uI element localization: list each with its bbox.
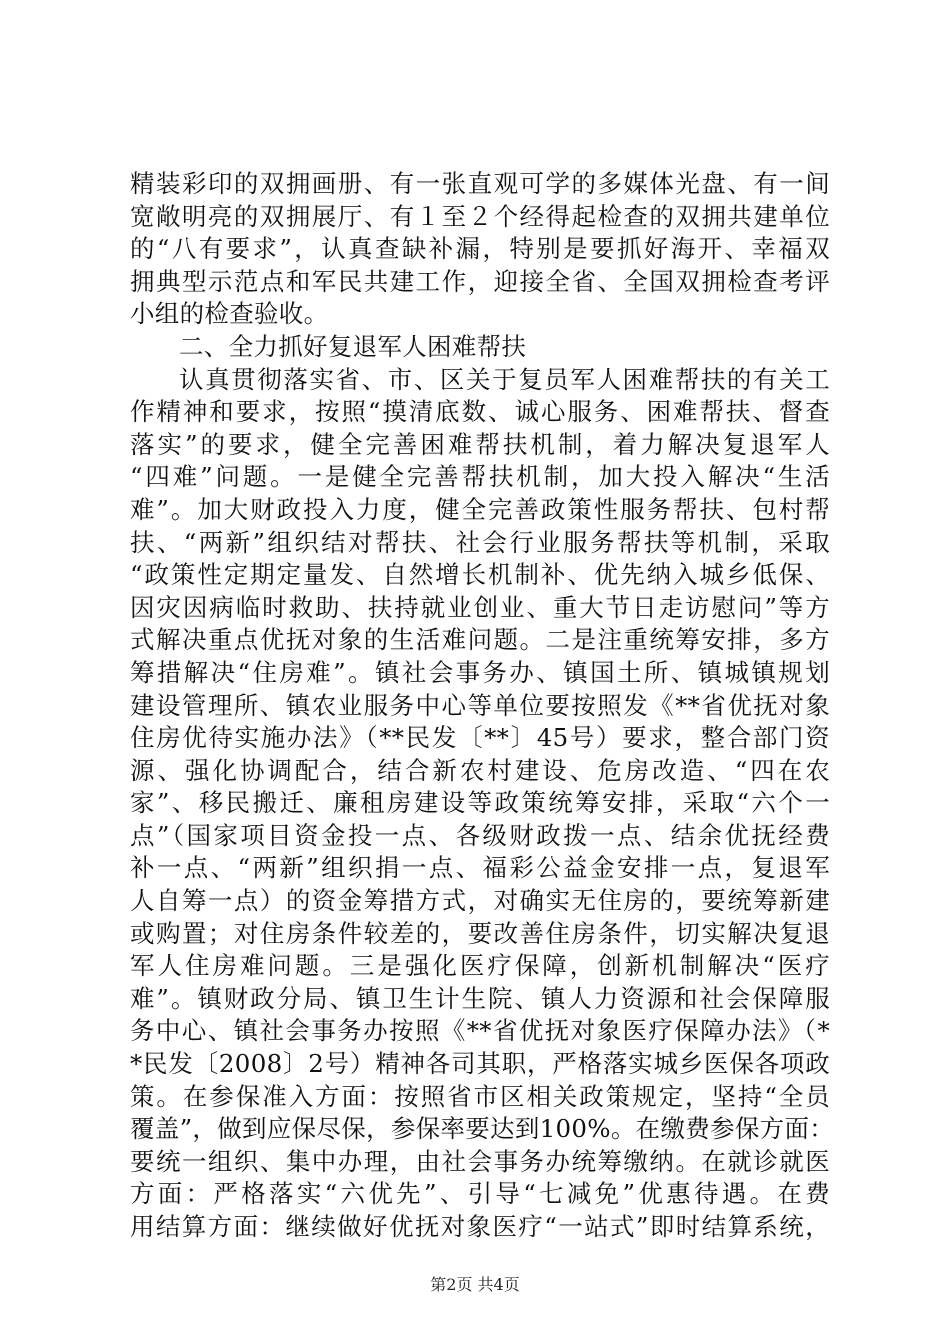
text-line: “四难”问题。一是健全完善帮扶机制，加大投入解决“生活 [130, 462, 830, 492]
text-line: 筹措解决“住房难”。镇社会事务办、镇国土所、镇城镇规划 [130, 657, 830, 687]
text-line: 军人住房难问题。三是强化医疗保障，创新机制解决“医疗 [130, 951, 830, 981]
text-line: 落实”的要求，健全完善困难帮扶机制，着力解决复退军人 [130, 429, 830, 459]
text-line: 人自筹一点）的资金筹措方式，对确实无住房的，要统筹新建 [130, 886, 830, 916]
text-line: 认真贯彻落实省、市、区关于复员军人困难帮扶的有关工 [179, 364, 830, 394]
page-footer: 第2页 共4页 [430, 1275, 520, 1294]
text-line: 精装彩印的双拥画册、有一张直观可学的多媒体光盘、有一间 [130, 169, 830, 198]
text-line: 宽敞明亮的双拥展厅、有１至２个经得起检查的双拥共建单位 [130, 201, 830, 231]
section-heading: 二、全力抓好复退军人困难帮扶 [179, 331, 527, 361]
text-line: 小组的检查验收。 [130, 299, 329, 329]
text-line: 因灾因病临时救助、扶持就业创业、重大节日走访慰问”等方 [130, 592, 830, 622]
document-body [130, 168, 835, 1244]
text-line: 家”、移民搬迁、廉租房建设等政策统筹安排，采取“六个一 [130, 788, 830, 818]
text-line: 要统一组织、集中办理，由社会事务办统筹缴纳。在就诊就医 [130, 1146, 830, 1176]
text-line: 拥典型示范点和军民共建工作，迎接全省、全国双拥检查考评 [130, 266, 830, 296]
text-line: 覆盖”，做到应保尽保，参保率要达到100%。在缴费参保方面： [130, 1114, 835, 1144]
text-line: 源、强化协调配合，结合新农村建设、危房改造、“四在农 [130, 755, 830, 785]
text-line: 用结算方面：继续做好优抚对象医疗“一站式”即时结算系统， [130, 1212, 830, 1241]
text-line: *民发〔2008〕2号）精神各司其职，严格落实城乡医保各项政 [130, 1049, 830, 1079]
text-line: 难”。镇财政分局、镇卫生计生院、镇人力资源和社会保障服 [130, 983, 830, 1013]
text-line: 式解决重点优抚对象的生活难问题。二是注重统筹安排，多方 [130, 625, 830, 655]
text-line: 难”。加大财政投入力度，健全完善政策性服务帮扶、包村帮 [130, 494, 830, 524]
text-line: 的“八有要求”，认真查缺补漏，特别是要抓好海开、幸福双 [130, 234, 830, 264]
text-line: 策。在参保准入方面：按照省市区相关政策规定，坚持“全员 [130, 1081, 830, 1111]
text-line: 扶、“两新”组织结对帮扶、社会行业服务帮扶等机制，采取 [130, 527, 830, 557]
text-line: 务中心、镇社会事务办按照《**省优抚对象医疗保障办法》（* [130, 1016, 830, 1046]
text-line: 或购置；对住房条件较差的，要改善住房条件，切实解决复退 [130, 918, 830, 948]
text-line: 建设管理所、镇农业服务中心等单位要按照发《**省优抚对象 [130, 690, 830, 720]
text-line: 补一点、“两新”组织捐一点、福彩公益金安排一点，复退军 [130, 853, 830, 883]
text-line: 点”（国家项目资金投一点、各级财政拨一点、结余优抚经费 [130, 820, 830, 850]
text-line: 作精神和要求，按照“摸清底数、诚心服务、困难帮扶、督查 [130, 397, 830, 427]
text-line: “政策性定期定量发、自然增长机制补、优先纳入城乡低保、 [130, 560, 830, 590]
text-line: 住房优待实施办法》（**民发〔**〕45号）要求，整合部门资 [130, 723, 830, 753]
text-line: 方面：严格落实“六优先”、引导“七减免”优惠待遇。在费 [130, 1179, 830, 1209]
